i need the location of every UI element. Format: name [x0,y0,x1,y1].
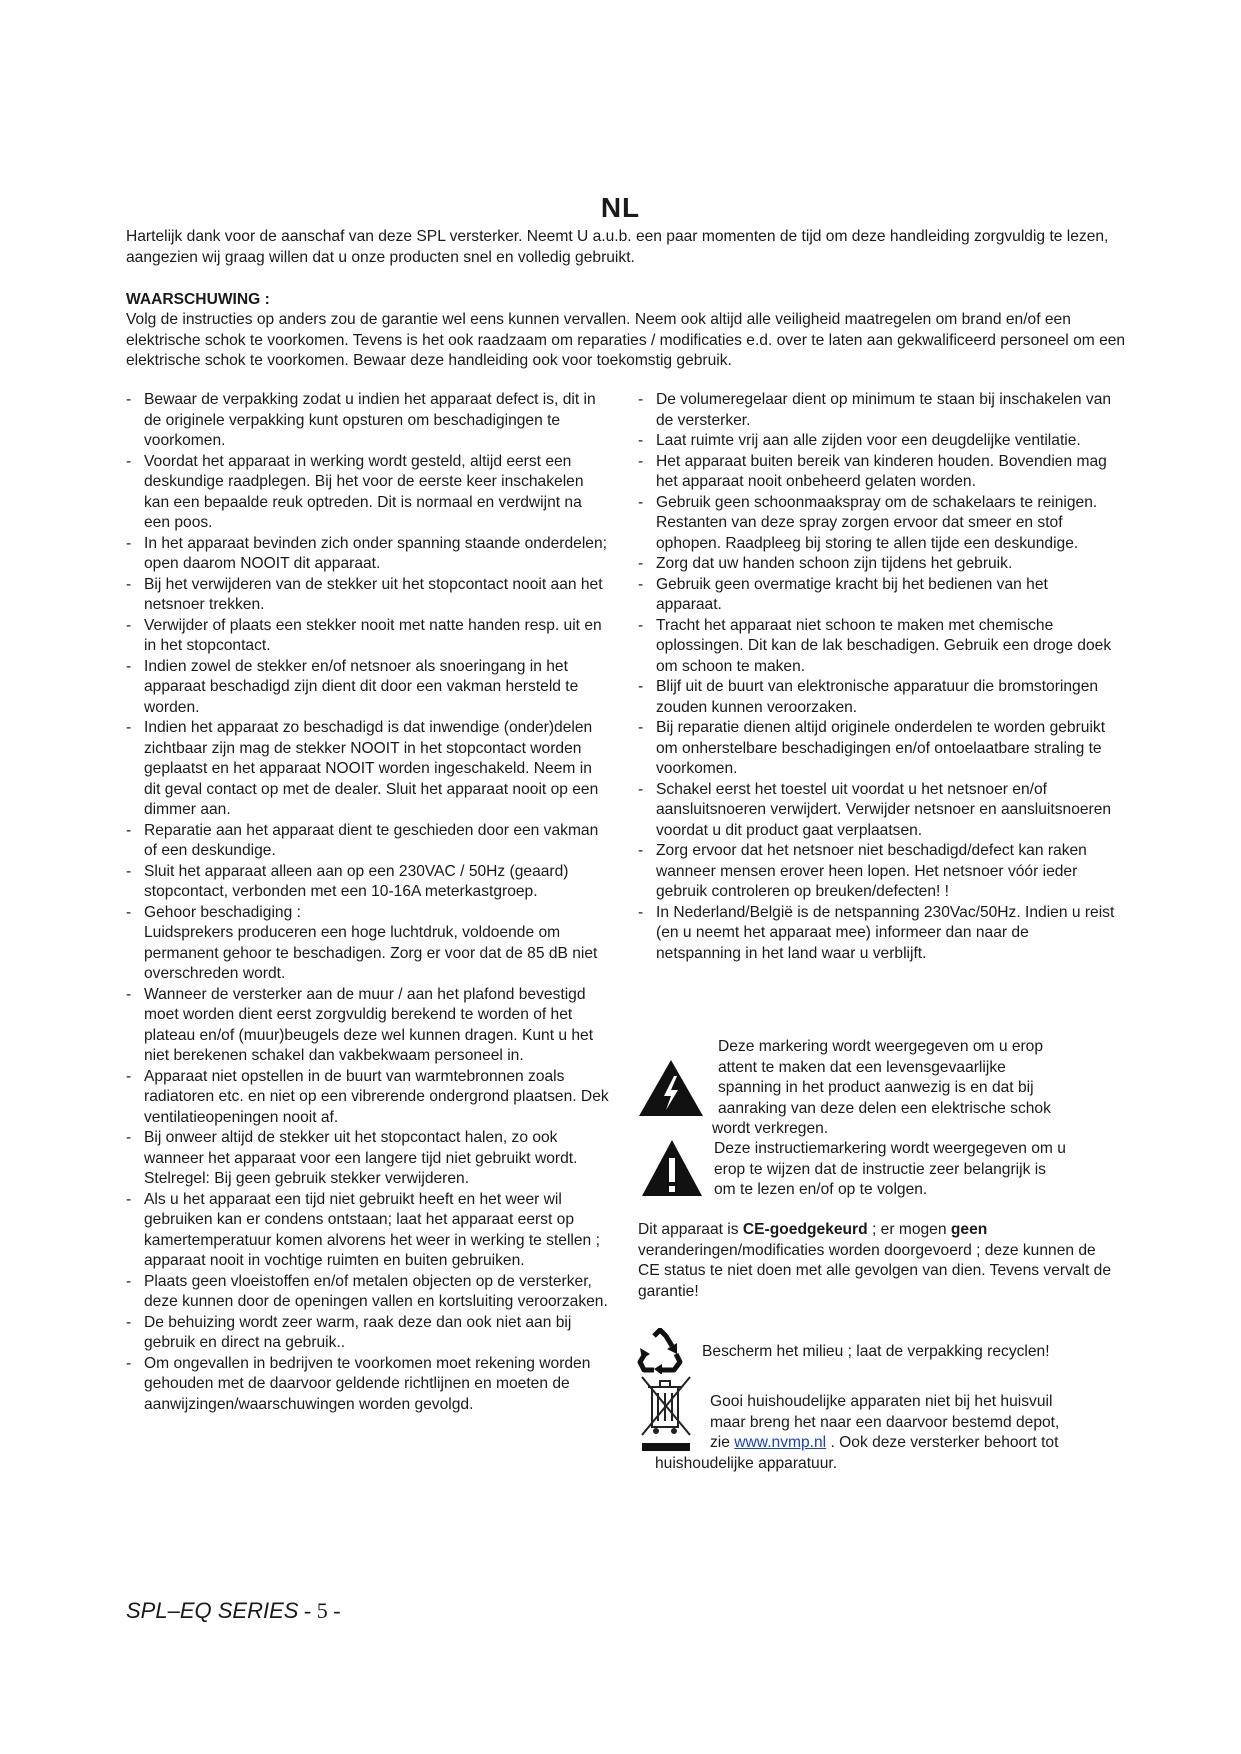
list-item: - Reparatie aan het apparaat dient te geschieden door een vakman of een deskundige. [126,821,611,862]
lightning-warning-text-end: wordt verkregen. [712,1120,829,1137]
list-item: - Bij het verwijderen van de stekker uit het stopcontact nooit aan het netsnoer trekken. [126,575,611,616]
list-item: - Sluit het apparaat alleen aan op een 230VAC / 50Hz (geaard) stopcontact, verbonden met een 10-16A meterkastgroep. [126,862,611,903]
weee-bin-icon [638,1373,694,1453]
list-item: - Als u het apparaat een tijd niet gebruikt heeft en het weer wil gebruiken kan er condens ontstaan; laat het apparaat eerst op kamertemperatuur komen alvorens het weer in werking te stellen ; apparaat nooit in vochtige ruimten en buiten gebruiken. [126,1190,611,1272]
list-item: - Apparaat niet opstellen in de buurt van warmtebronnen zoals radiatoren etc. en niet op een vibrerende ondergrond plaatsen. Dek ventilatieopeningen nooit af. [126,1067,611,1129]
list-item: - Laat ruimte vrij aan alle zijden voor een deugdelijke ventilatie. [638,431,1118,452]
page-number: - 5 - [298,1598,341,1623]
lightning-warning-text: Deze markering wordt weergegeven om u erop attent te maken dat een levensgevaarlijke spanning in het product aanwezig is en dat bij aanraking van deze delen een elektrische schok [718,1038,1051,1117]
list-item: - De behuizing wordt zeer warm, raak deze dan ook niet aan bij gebruik en direct na gebruik.. [126,1313,611,1354]
recycle-text: Bescherm het milieu ; laat de verpakking recyclen! [702,1343,1050,1360]
warning-text: Volg de instructies op anders zou de garantie wel eens kunnen vervallen. Neem ook altijd alle veiligheid maatregelen om brand en/of een elektrische schok te voorkomen. Tevens is het ook raadzaam om reparaties / modificaties e.d. over te laten aan gekwalificeerd personeel om een elektrische schok te voorkomen. Bewaar deze handleiding ook voor toekomstig gebruik. [126,311,1126,369]
list-item: - Bij reparatie dienen altijd originele onderdelen te worden gebruikt om onherstelbare beschadigingen en/of ontoelaatbare straling te voorkomen. [638,718,1118,780]
list-item: - In het apparaat bevinden zich onder spanning staande onderdelen; open daarom NOOIT dit apparaat. [126,534,611,575]
nvmp-link[interactable]: www.nvmp.nl [734,1434,827,1451]
list-item: - Om ongevallen in bedrijven te voorkomen moet rekening worden gehouden met de daarvoor geldende richtlijnen en moeten de aanwijzingen/waarschuwingen worden gevolgd. [126,1354,611,1416]
series-name: SPL–EQ SERIES [126,1598,299,1623]
recycle-icon [636,1328,684,1374]
list-item: - Zorg ervoor dat het netsnoer niet beschadigd/defect kan raken wanneer mensen erover heen lopen. Het netsnoer vóór ieder gebruik controleren op breuken/defecten! ! [638,841,1118,903]
exclamation-warning-icon [640,1138,704,1198]
weee-text-end: huishoudelijke apparatuur. [655,1455,838,1472]
list-item: - Indien zowel de stekker en/of netsnoer als snoeringang in het apparaat beschadigd zijn dient dit door een vakman hersteld te worden. [126,657,611,719]
ce-statement: Dit apparaat is CE-goedgekeurd ; er mogen geen veranderingen/modificaties worden doorgevoerd ; deze kunnen de CE status te niet doen met alle gevolgen van dien. Tevens vervalt de garantie! [638,1221,1112,1300]
list-item: - Zorg dat uw handen schoon zijn tijdens het gebruik. [638,554,1118,575]
list-item: - Bij onweer altijd de stekker uit het stopcontact halen, zo ook wanneer het apparaat voor een langere tijd niet gebruikt wordt. Stelregel: Bij geen gebruik stekker verwijderen. [126,1128,611,1190]
list-item: - Wanneer de versterker aan de muur / aan het plafond bevestigd moet worden dient eerst zorgvuldig berekend te worden of het plateau en/of (muur)beugels deze wel kunnen dragen. Kunt u het niet berekenen schakel dan vakbekwaam personeel in. [126,985,611,1067]
list-item: - Verwijder of plaats een stekker nooit met natte handen resp. uit en in het stopcontact. [126,616,611,657]
list-item: - Schakel eerst het toestel uit voordat u het netsnoer en/of aansluitsnoeren verwijdert. Verwijder netsnoer en aansluitsnoeren voordat u dit product gaat verplaatsen. [638,780,1118,842]
list-item: - De volumeregelaar dient op minimum te staan bij inschakelen van de versterker. [638,390,1118,431]
lightning-warning-icon [637,1058,705,1118]
ce-no-changes: geen [950,1221,988,1238]
list-item: - Het apparaat buiten bereik van kinderen houden. Bovendien mag het apparaat nooit onbeheerd gelaten worden. [638,452,1118,493]
exclamation-warning-text: Deze instructiemarkering wordt weergegeven om u erop te wijzen dat de instructie zeer belangrijk is om te lezen en/of op te volgen. [714,1140,1066,1198]
page-title: NL [600,192,641,223]
intro-paragraph: Hartelijk dank voor de aanschaf van deze SPL versterker. Neemt U a.u.b. een paar momenten de tijd om deze handleiding zorgvuldig te lezen, aangezien wij graag willen dat u onze producten snel en volledig gebruikt. [126,228,1109,266]
list-item: - Plaats geen vloeistoffen en/of metalen objecten op de versterker, deze kunnen door de openingen vallen en kortsluiting veroorzaken. [126,1272,611,1313]
list-item: - Gebruik geen overmatige kracht bij het bedienen van het apparaat. [638,575,1118,616]
list-item: - Bewaar de verpakking zodat u indien het apparaat defect is, dit in de originele verpakking kunt opsturen om beschadigingen te voorkomen. [126,390,611,452]
list-item: - In Nederland/België is de netspanning 230Vac/50Hz. Indien u reist (en u neemt het apparaat mee) informeer dan naar de netspanning in het land waar u verblijft. [638,903,1118,965]
weee-text: Gooi huishoudelijke apparaten niet bij het huisvuil maar breng het naar een daarvoor bestemd depot, zie www.nvmp.nl . Ook deze versterker behoort tot [710,1393,1060,1451]
list-item: - Tracht het apparaat niet schoon te maken met chemische oplossingen. Dit kan de lak beschadigen. Gebruik een droge doek om schoon te maken. [638,616,1118,678]
list-item: - Voordat het apparaat in werking wordt gesteld, altijd eerst een deskundige raadplegen. Bij het voor de eerste keer inschakelen kan een bepaalde reuk optreden. Dit is normaal en verdwijnt na een poos. [126,452,611,534]
list-item: - Indien het apparaat zo beschadigd is dat inwendige (onder)delen zichtbaar zijn mag de stekker NOOIT in het stopcontact worden geplaatst en het apparaat NOOIT worden ingeschakeld. Neem in dit geval contact op met de dealer. Sluit het apparaat nooit op een dimmer aan. [126,718,611,821]
page-footer [126,1598,341,1624]
list-item: - Blijf uit de buurt van elektronische apparatuur die bromstoringen zouden kunnen veroorzaken. [638,677,1118,718]
list-item: - Gebruik geen schoonmaakspray om de schakelaars te reinigen. Restanten van deze spray zorgen ervoor dat smeer en stof ophopen. Raadpleeg bij storing te allen tijde een deskundige. [638,493,1118,555]
right-safety-list [638,390,1118,964]
warning-heading: WAARSCHUWING : [126,291,270,308]
left-safety-list [126,390,611,1415]
list-item: - Gehoor beschadiging : Luidsprekers produceren een hoge luchtdruk, voldoende om permanent gehoor te beschadigen. Zorg er voor dat de 85 dB niet overschreden wordt. [126,903,611,985]
ce-approved: CE-goedgekeurd [742,1221,868,1238]
